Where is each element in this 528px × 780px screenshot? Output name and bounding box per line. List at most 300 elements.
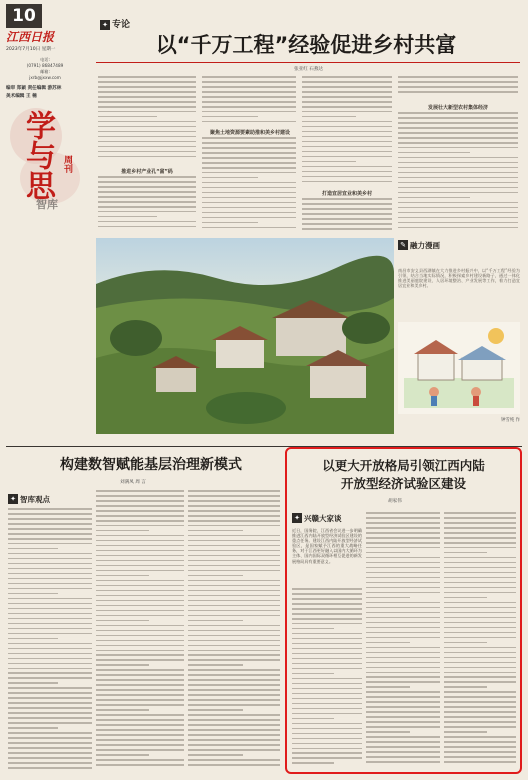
text-line: [366, 726, 440, 728]
text-line: [202, 227, 296, 229]
text-line: [366, 731, 410, 733]
text-line: [98, 221, 196, 223]
text-line: [188, 550, 280, 552]
text-line: [8, 663, 92, 665]
text-line: [292, 608, 362, 610]
text-line: [444, 587, 516, 589]
text-line: [188, 585, 280, 587]
text-line: [366, 527, 440, 529]
text-line: [98, 101, 196, 103]
text-line: [444, 522, 516, 524]
top-col-2b: [202, 137, 296, 234]
text-line: [366, 652, 440, 654]
text-line: [302, 176, 392, 178]
text-line: [398, 222, 518, 224]
text-line: [302, 156, 392, 158]
text-line: [366, 751, 440, 753]
text-line: [366, 627, 440, 629]
text-line: [188, 664, 243, 666]
left-col-1: [8, 508, 92, 774]
text-line: [188, 615, 280, 617]
text-line: [292, 638, 362, 640]
text-line: [444, 642, 487, 644]
text-line: [96, 635, 184, 637]
text-line: [444, 746, 516, 748]
text-line: [98, 181, 196, 183]
text-line: [188, 674, 280, 676]
text-line: [8, 548, 58, 550]
text-line: [292, 688, 362, 690]
text-line: [292, 757, 362, 759]
text-line: [398, 132, 518, 134]
text-line: [8, 513, 92, 515]
text-line: [444, 612, 516, 614]
text-line: [302, 181, 392, 183]
text-line: [188, 540, 280, 542]
section-weekly: 周刊: [62, 155, 72, 173]
text-line: [96, 570, 184, 572]
text-line: [96, 540, 184, 542]
text-line: [8, 757, 92, 759]
text-line: [398, 117, 518, 119]
text-line: [292, 752, 362, 754]
text-line: [188, 689, 280, 691]
text-line: [202, 86, 296, 88]
text-line: [444, 577, 516, 579]
text-line: [96, 490, 184, 492]
text-line: [98, 191, 196, 193]
text-line: [188, 714, 280, 716]
text-line: [292, 678, 362, 680]
text-line: [366, 572, 440, 574]
text-line: [188, 575, 243, 577]
text-line: [444, 602, 516, 604]
left-kicker-label: 智库观点: [20, 494, 50, 504]
text-line: [188, 724, 280, 726]
text-line: [398, 192, 518, 194]
text-line: [366, 587, 440, 589]
text-line: [398, 157, 518, 159]
text-line: [8, 712, 92, 714]
text-line: [98, 96, 196, 98]
text-line: [96, 580, 184, 582]
text-line: [292, 623, 362, 625]
text-line: [188, 535, 280, 537]
text-line: [188, 625, 280, 627]
text-line: [444, 517, 516, 519]
text-line: [202, 217, 296, 219]
text-line: [444, 542, 516, 544]
text-line: [8, 697, 92, 699]
text-line: [366, 691, 440, 693]
top-col-4: [398, 76, 518, 100]
text-line: [8, 603, 92, 605]
text-line: [444, 627, 516, 629]
text-line: [188, 580, 280, 582]
text-line: [398, 202, 518, 204]
text-line: [96, 759, 184, 761]
text-line: [366, 597, 410, 599]
text-line: [188, 505, 280, 507]
text-line: [8, 767, 92, 769]
text-line: [96, 525, 184, 527]
highlight-byline: 胡家伟: [388, 499, 402, 504]
text-line: [292, 728, 362, 730]
text-line: [8, 682, 58, 684]
text-line: [8, 737, 92, 739]
text-line: [292, 718, 334, 720]
text-line: [444, 512, 516, 514]
text-line: [8, 538, 92, 540]
text-line: [96, 495, 184, 497]
text-line: [8, 732, 92, 734]
text-line: [96, 560, 184, 562]
text-line: [292, 663, 362, 665]
top-rule: [96, 62, 520, 63]
text-line: [188, 744, 280, 746]
text-line: [366, 607, 440, 609]
text-line: [8, 638, 58, 640]
section-sub: 智库: [36, 198, 58, 211]
top-subhead-1: 推进乡村产业孔“富”码: [121, 169, 173, 175]
text-line: [8, 533, 92, 535]
text-line: [96, 620, 149, 622]
text-line: [366, 711, 440, 713]
text-line: [188, 669, 280, 671]
text-line: [96, 714, 184, 716]
text-line: [444, 691, 516, 693]
text-line: [302, 111, 392, 113]
text-line: [8, 578, 92, 580]
text-line: [96, 654, 184, 656]
text-line: [292, 743, 362, 745]
text-line: [202, 172, 296, 174]
text-line: [292, 698, 362, 700]
text-line: [398, 207, 518, 209]
top-byline: 张亚红 石燕达: [294, 67, 324, 72]
text-line: [96, 659, 184, 661]
text-line: [366, 642, 410, 644]
text-line: [444, 751, 516, 753]
text-line: [302, 218, 392, 220]
text-line: [98, 121, 196, 123]
text-line: [8, 568, 92, 570]
text-line: [366, 602, 440, 604]
text-line: [292, 708, 362, 710]
text-line: [302, 223, 392, 225]
highlight-col-2: [366, 512, 440, 768]
text-line: [96, 515, 184, 517]
text-line: [444, 607, 516, 609]
text-line: [98, 116, 157, 118]
text-line: [444, 547, 516, 549]
text-line: [96, 510, 184, 512]
text-line: [366, 741, 440, 743]
text-line: [202, 207, 296, 209]
text-line: [8, 628, 92, 630]
text-line: [202, 121, 296, 123]
text-line: [292, 683, 362, 685]
text-line: [366, 557, 440, 559]
top-col-1: [98, 76, 196, 164]
text-line: [302, 166, 392, 168]
text-line: [8, 608, 92, 610]
text-line: [444, 672, 516, 674]
text-line: [188, 645, 280, 647]
text-line: [188, 630, 280, 632]
text-line: [96, 669, 184, 671]
text-line: [366, 672, 440, 674]
text-line: [302, 131, 392, 133]
text-line: [202, 81, 296, 83]
text-line: [366, 736, 440, 738]
cartoon-text: 南昌市安义县西湖镇在大力推进乡村振兴中，以“千万工程”经验为引领，结合当地实际情况，积极探索乡村建设新路子，通过一体化推进美丽庭院建设、人居环境整治、产业发展等工作，着力打造宜居宜业和美乡村。: [398, 268, 520, 289]
text-line: [202, 187, 296, 189]
text-line: [96, 764, 184, 766]
text-line: [366, 716, 440, 718]
text-line: [202, 202, 296, 204]
text-line: [188, 659, 280, 661]
text-line: [96, 679, 184, 681]
text-line: [366, 706, 440, 708]
text-line: [366, 522, 440, 524]
text-line: [8, 687, 92, 689]
text-line: [444, 527, 516, 529]
text-line: [8, 752, 92, 754]
text-line: [302, 76, 392, 78]
text-line: [8, 653, 92, 655]
text-line: [292, 748, 362, 750]
contact-block: [6, 57, 84, 81]
text-line: [8, 518, 92, 520]
text-line: [366, 517, 440, 519]
text-line: [444, 711, 516, 713]
text-line: [188, 654, 280, 656]
text-line: [444, 557, 516, 559]
text-line: [188, 640, 280, 642]
text-line: [98, 186, 196, 188]
text-line: [96, 545, 184, 547]
text-line: [188, 530, 243, 532]
text-line: [302, 121, 392, 123]
tel-value: (0791) 86847489: [26, 63, 64, 68]
text-line: [188, 500, 280, 502]
text-line: [8, 573, 92, 575]
highlight-body-excerpt: 近日，国务院、江西省会议进一步明确推进江西内陆开放型经济试验区建设的重点任务。建设江西内陆开放型经济试验区，是国家赋予江西的重大战略任务，对于江西更好融入以国内大循环为主体、国内国际双循环相互促进的新发展格局具有重要意义。: [292, 528, 362, 564]
text-line: [98, 216, 157, 218]
text-line: [444, 716, 516, 718]
text-line: [292, 628, 334, 630]
cartoon-box: [398, 238, 520, 438]
text-line: [96, 585, 184, 587]
text-line: [444, 552, 487, 554]
highlight-kicker: [292, 512, 372, 524]
text-line: [444, 686, 487, 688]
text-line: [188, 555, 280, 557]
text-line: [444, 706, 516, 708]
text-line: [98, 156, 196, 158]
text-line: [98, 196, 196, 198]
text-line: [292, 648, 362, 650]
highlight-headline-1: 以更大开放格局引领江西内陆: [322, 458, 485, 473]
text-line: [188, 510, 280, 512]
text-line: [8, 692, 92, 694]
text-line: [444, 736, 516, 738]
text-line: [202, 76, 296, 78]
left-kicker: [8, 493, 88, 505]
text-line: [98, 146, 196, 148]
text-line: [302, 198, 392, 200]
text-line: [188, 490, 280, 492]
top-col-4b: [398, 112, 518, 234]
text-line: [8, 598, 92, 600]
text-line: [202, 106, 296, 108]
text-line: [366, 617, 440, 619]
email-value: jxrb@jxxw.com: [29, 75, 61, 80]
text-line: [8, 583, 92, 585]
text-line: [202, 212, 296, 214]
text-line: [188, 590, 280, 592]
text-line: [398, 152, 470, 154]
text-line: [366, 537, 440, 539]
text-line: [8, 707, 92, 709]
text-line: [366, 612, 440, 614]
highlight-col-1: [292, 588, 362, 768]
text-line: [98, 211, 196, 213]
text-line: [8, 593, 58, 595]
text-line: [302, 101, 392, 103]
text-line: [188, 545, 280, 547]
text-line: [96, 754, 149, 756]
text-line: [444, 681, 516, 683]
text-line: [188, 754, 243, 756]
text-line: [188, 694, 280, 696]
text-line: [8, 633, 92, 635]
text-line: [96, 694, 184, 696]
text-line: [444, 676, 516, 678]
text-line: [366, 657, 440, 659]
text-line: [8, 553, 92, 555]
text-line: [366, 632, 440, 634]
text-line: [202, 137, 296, 139]
top-subhead-2: 聚焦土地资源要素助推和美乡村建设: [209, 130, 290, 136]
village-landscape-image: [96, 238, 394, 434]
text-line: [188, 739, 280, 741]
top-col-2: [202, 76, 296, 126]
text-line: [398, 76, 518, 78]
text-line: [444, 657, 516, 659]
text-line: [188, 620, 243, 622]
top-col-3b: [302, 198, 392, 234]
text-line: [188, 605, 280, 607]
page-number: 10: [6, 4, 42, 28]
text-line: [444, 617, 516, 619]
text-line: [202, 116, 258, 118]
text-line: [96, 615, 184, 617]
text-line: [96, 739, 184, 741]
top-kicker-label: 专论: [112, 20, 131, 30]
text-line: [96, 535, 184, 537]
text-line: [302, 91, 392, 93]
left-byline: 刘满凤 周 言: [120, 480, 146, 485]
text-line: [96, 689, 184, 691]
text-line: [366, 761, 440, 763]
text-line: [366, 746, 440, 748]
text-line: [398, 212, 518, 214]
highlight-kicker-mark-icon: ✦: [292, 513, 302, 523]
text-line: [444, 726, 516, 728]
text-line: [444, 562, 516, 564]
text-line: [96, 590, 184, 592]
text-line: [98, 201, 196, 203]
designer-line: 美术编辑 王 楠: [6, 94, 37, 99]
text-line: [302, 171, 392, 173]
section-title: 学与思: [20, 110, 55, 200]
text-line: [202, 101, 296, 103]
text-line: [96, 605, 184, 607]
text-line: [8, 702, 92, 704]
text-line: [96, 595, 184, 597]
text-line: [188, 595, 280, 597]
text-line: [292, 653, 362, 655]
text-line: [98, 226, 196, 228]
text-line: [302, 81, 392, 83]
text-line: [444, 572, 516, 574]
text-line: [8, 672, 92, 674]
text-line: [8, 722, 92, 724]
text-line: [302, 141, 392, 143]
text-line: [188, 704, 280, 706]
text-line: [302, 151, 392, 153]
left-col-3: [188, 490, 280, 774]
text-line: [98, 111, 196, 113]
text-line: [444, 532, 516, 534]
text-line: [96, 550, 184, 552]
text-line: [444, 696, 516, 698]
text-line: [202, 91, 296, 93]
text-line: [398, 81, 518, 83]
text-line: [398, 137, 518, 139]
text-line: [98, 81, 196, 83]
issue-date: 2023年7月10日 星期一: [6, 47, 56, 52]
text-line: [8, 508, 92, 510]
text-line: [444, 667, 516, 669]
text-line: [444, 597, 487, 599]
text-line: [202, 152, 296, 154]
text-line: [202, 147, 296, 149]
editor-line: 编审 郑颖 责任编辑 游苏林: [6, 86, 62, 91]
paper-logo: 江西日报: [6, 30, 55, 44]
text-line: [366, 592, 440, 594]
text-line: [202, 167, 296, 169]
text-line: [96, 630, 184, 632]
text-line: [292, 703, 362, 705]
text-line: [398, 147, 518, 149]
kicker-mark-icon: ✦: [100, 20, 110, 30]
text-line: [366, 686, 410, 688]
text-line: [98, 86, 196, 88]
text-line: [366, 756, 440, 758]
text-line: [96, 734, 184, 736]
text-line: [98, 106, 196, 108]
text-line: [98, 141, 196, 143]
text-line: [188, 709, 243, 711]
text-line: [188, 570, 280, 572]
left-headline: 构建数智赋能基层治理新模式: [60, 457, 242, 473]
text-line: [96, 565, 184, 567]
text-line: [98, 76, 196, 78]
top-headline: 以“千万工程”经验促进乡村共富: [155, 33, 457, 57]
